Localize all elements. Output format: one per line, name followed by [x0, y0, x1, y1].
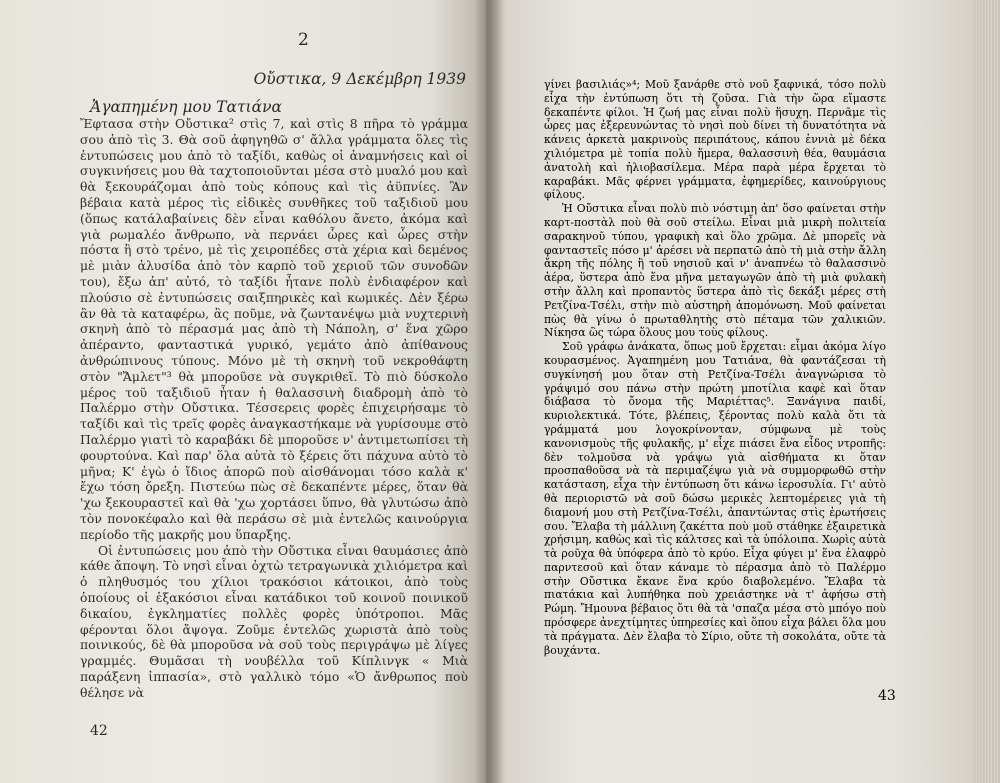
- page-edges: [972, 0, 1000, 783]
- letter-salutation: Ἀγαπημένη μου Τατιάνα: [90, 98, 282, 116]
- paragraph: Οἱ ἐντυπώσεις μου ἀπὸ τὴν Οὔστικα εἶναι θαυμάσιες ἀπὸ κάθε ἄποψη. Τὸ νησὶ εἶναι ὀχτὼ τετραγωνικὰ χιλιόμετρα καὶ ὁ πληθυσμός του χίλιοι τρακόσιοι κάτοικοι, ἀπὸ τοὺς ὁποίους οἱ ἑξακόσιοι εἶναι κατάδικοι τοῦ κοινοῦ ποινικοῦ δικαίου, ἐγκληματίες πολλὲς φορὲς ὑπότροποι. Μᾶς φέρονται ὅλοι ἄψογα. Ζοῦμε ἐντελῶς χωριστὰ ἀπὸ τοὺς ποινικούς, δὲ θὰ μποροῦσα νὰ σοῦ τοὺς περιγράψω μὲ λίγες γραμμές. Θυμᾶσαι τὴ νουβέλλα τοῦ Κίπλινγκ « Μιὰ παράξενη ἱππασία», στὸ γαλλικὸ τόμο «Ὁ ἄνθρωπος ποὺ θέλησε νὰ: [80, 542, 468, 700]
- paragraph: Ἡ Οὔστικα εἶναι πολὺ πιὸ νόστιμη ἀπ' ὅσο φαίνεται στὴν καρτ-ποστὰλ ποὺ θὰ σοῦ στείλω. Εἶναι μιὰ μικρὴ πολιτεία σαρακηνοῦ τύπου, γραφικὴ καὶ ὅλο χρῶμα. Δὲ μπορεῖς νὰ φανταστεῖς πόσο μ' ἀρέσει νὰ περπατῶ ἀπὸ τὴ μιὰ στὴν ἄλλη ἄκρη τῆς πόλης ἢ τοῦ νησιοῦ καὶ ν' ἀναπνέω τὸ θαλασσινὸ ἀέρα, ὕστερα ἀπὸ ἕνα μῆνα μεταγωγῶν ἀπὸ τὴ μιὰ φυλακὴ στὴν ἄλλη καὶ προπαντὸς ὕστερα ἀπὸ τὶς δεκάξι μέρες στὴ Ρετζίνα-Τσέλι, στὴν πιὸ αὐστηρὴ ἀπομόνωση. Μοῦ φαίνεται πὼς θὰ γίνω ὁ πρωταθλητὴς στὸ πέταμα τῶν χαλικιῶν. Νίκησα ὣς τώρα ὅλους μου τοὺς φίλους.: [544, 202, 886, 340]
- book-gutter: [474, 0, 504, 783]
- left-page-body: [80, 116, 468, 700]
- left-page: [0, 0, 488, 783]
- right-page-body: [544, 78, 886, 657]
- chapter-number: 2: [298, 30, 309, 50]
- page-number-right: 43: [878, 688, 896, 704]
- letter-place-date: Οὔστικα, 9 Δεκέμβρη 1939: [253, 70, 466, 88]
- paragraph: Σοῦ γράφω ἀνάκατα, ὅπως μοῦ ἔρχεται: εἶμαι ἀκόμα λίγο κουρασμένος. Ἀγαπημένη μου Τατιάνα, θὰ φαντάζεσαι τὴ συγκίνησή μου ὅταν στὴ Ρετζίνα-Τσέλι ἀναγνώρισα τὸ γράψιμό σου πάνω στὴν πρώτη μποτίλια καφὲ καὶ ὅταν διάβασα τὸ ὄνομα τῆς Μαριέττας⁵. Ξανάγινα παιδί, κυριολεκτικά. Τότε, βλέπεις, ξέροντας πολὺ καλὰ ὅτι τὰ γράμματά μου λογοκρίνονταν, σύμφωνα μὲ τοὺς κανονισμοὺς τῆς φυλακῆς, μ' εἶχε πιάσει ἕνα εἶδος ντροπῆς: δὲν τολμοῦσα νὰ γράψω γιὰ αἰσθήματα κι ὅταν προσπαθοῦσα νὰ τὰ περιμαζέψω γιὰ νὰ συμμορφωθῶ στὴν κατάσταση, εἶχα τὴν ἐντύπωση ὅτι κάνω ἱεροσυλία. Γι' αὐτὸ θὰ περιοριστῶ νὰ σοῦ δώσω μερικὲς λεπτομέρειες γιὰ τὴ διαμονή μου στὴ Ρετζίνα-Τσέλι, ἀπαντώντας στὶς ἐρωτήσεις σου. Ἔλαβα τὴ μάλλινη ζακέττα ποὺ μοῦ στάθηκε ἐξαιρετικὰ χρήσιμη, καθὼς καὶ τὶς κάλτσες καὶ τὰ ὑπόλοιπα. Χωρὶς αὐτὰ τὰ ροῦχα θὰ ὑπόφερα ἀπὸ τὸ κρύο. Εἶχα φύγει μ' ἕνα ἐλαφρὸ παρντεσοῦ καὶ ὅταν κάναμε τὸ πέρασμα ἀπὸ τὸ Παλέρμο στὴν Οὔστικα ἔκανε ἕνα κρύο διαβολεμένο. Ἔλαβα τὰ πιατάκια καὶ λυπήθηκα ποὺ χρειάστηκε νὰ τ' ἀφήσω στὴ Ρώμη. Ἤμουνα βέβαιος ὅτι θὰ τὰ 'σπαζα μέσα στὸ μπόγο ποὺ πρόσφερε ἀνεχτίμητες ὑπηρεσίες καὶ ὅπου εἶχα βάλει ὅλα μου τὰ πράγματα. Δὲν ἔλαβα τὸ Σίριο, οὔτε τὴ σοκολάτα, οὔτε τὰ βουχάντα.: [544, 340, 886, 657]
- page-number-left: 42: [90, 723, 108, 739]
- paragraph: Ἔφτασα στὴν Οὔστικα² στὶς 7, καὶ στὶς 8 πῆρα τὸ γράμμα σου ἀπὸ τὶς 3. Θὰ σοῦ ἀφηγηθῶ σ' ἄλλα γράμματα ὅλες τὶς ἐντυπώσεις μου ἀπὸ τὸ ταξίδι, καθὼς οἱ ἀναμνήσεις καὶ οἱ συγκινήσεις μου θὰ ταχτοποιοῦνται μέσα στὸ μυαλό μου καὶ θὰ ξεκουράζομαι ἀπὸ τοὺς κόπους καὶ τὶς ἀϋπνίες. Ἂν βέβαια κατὰ μέρος τὶς εἰδικὲς συνθῆκες τοῦ ταξιδιοῦ μου (ὅπως κατάλαβαίνεις δὲν εἶναι καθόλου ἄνετο, ἀκόμα καὶ γιὰ ρωμαλέο ἄνθρωπο, νὰ περνάει ὧρες καὶ ὧρες στὴν πόστα ἢ στὸ τρένο, μὲ τὶς χειροπέδες στὰ χέρια καὶ δεμένος μὲ μιὰν ἁλυσίδα ἀπὸ τὸν καρπὸ τοῦ χεριοῦ τῶν συνοδῶν του), ἔξω ἀπ' αὐτό, τὸ ταξίδι ἦτανε πολὺ ἐνδιαφέρον καὶ πλούσιο σὲ ἐντυπώσεις σαιξπηρικὲς καὶ κωμικές. Δὲν ξέρω ἂν θὰ τὰ καταφέρω, ἂς ποῦμε, νὰ ζωντανέψω μιὰ νυχτερινὴ σκηνὴ ἀπὸ τὸ πέρασμά μας ἀπὸ τὴ Νάπολη, σ' ἕνα χῶρο ἀπέραντο, φανταστικά γυρικό, γεμάτο ἀπὸ ἀπίθανους ἀνθρώπινους τύπους. Μόνο μὲ τὴ σκηνὴ τοῦ νεκροθάφτη στὸν "Ἄμλετ"³ θὰ μποροῦσε νὰ συγκριθεῖ. Τὸ πιὸ δύσκολο μέρος τοῦ ταξιδιοῦ ἦταν ἡ θαλασσινὴ διαδρομὴ ἀπὸ τὸ Παλέρμο στὴν Οὔστικα. Τέσσερεις φορὲς ἐπιχειρήσαμε τὸ ταξίδι καὶ τὶς τρεῖς φορὲς ἀναγκαστήκαμε νὰ γυρίσουμε στὸ Παλέρμο γιατὶ τὸ καραβάκι δὲ μποροῦσε ν' ἀντιμετωπίσει τὴ φουρτούνα. Καὶ παρ' ὅλα αὐτὰ τὸ ξέρεις ὅτι πάχυνα αὐτὸ τὸ μῆνα; Κ' ἐγὼ ὁ ἴδιος ἀπορῶ ποὺ αἰσθάνομαι τόσο καλὰ κ' ἔχω τόση ὄρεξη. Πιστεύω πὼς σὲ δεκαπέντε μέρες, ὅταν θὰ 'χω ξεκουραστεῖ καὶ θὰ 'χω χορτάσει ὕπνο, θὰ γλυτώσω ἀπὸ τὸν πονοκέφαλο καὶ θὰ περάσω σὲ μιὰ ἐντελῶς καινούργια περίοδο τῆς μακρῆς μου ὕπαρξης.: [80, 116, 468, 542]
- paragraph: γίνει βασιλιάς»⁴; Μοῦ ξανάρθε στὸ νοῦ ξαφνικά, τόσο πολὺ εἶχα τὴν ἐντύπωση ὅτι τὴ ζοῦσα. Γιὰ τὴν ὥρα εἴμαστε δεκαπέντε φίλοι. Ἡ ζωή μας εἶναι πολὺ ἥσυχη. Περνᾶμε τὶς ὧρες μας ἐξερευνώντας τὸ νησὶ ποὺ δίνει τὴ δυνατότητα νὰ κάνεις ἀρκετὰ μακρινοὺς περιπάτους, κάπου ἑννιὰ μὲ δέκα χιλιόμετρα μὲ τοπία πολὺ ἥμερα, θαλασσινὴ θέα, θαυμάσια ἀνατολὴ καὶ ἡλιοβασίλεμα. Μέρα παρὰ μέρα ἔρχεται τὸ καραβάκι. Μᾶς φέρνει γράμματα, ἐφημερίδες, καινούργιους φίλους.: [544, 78, 886, 202]
